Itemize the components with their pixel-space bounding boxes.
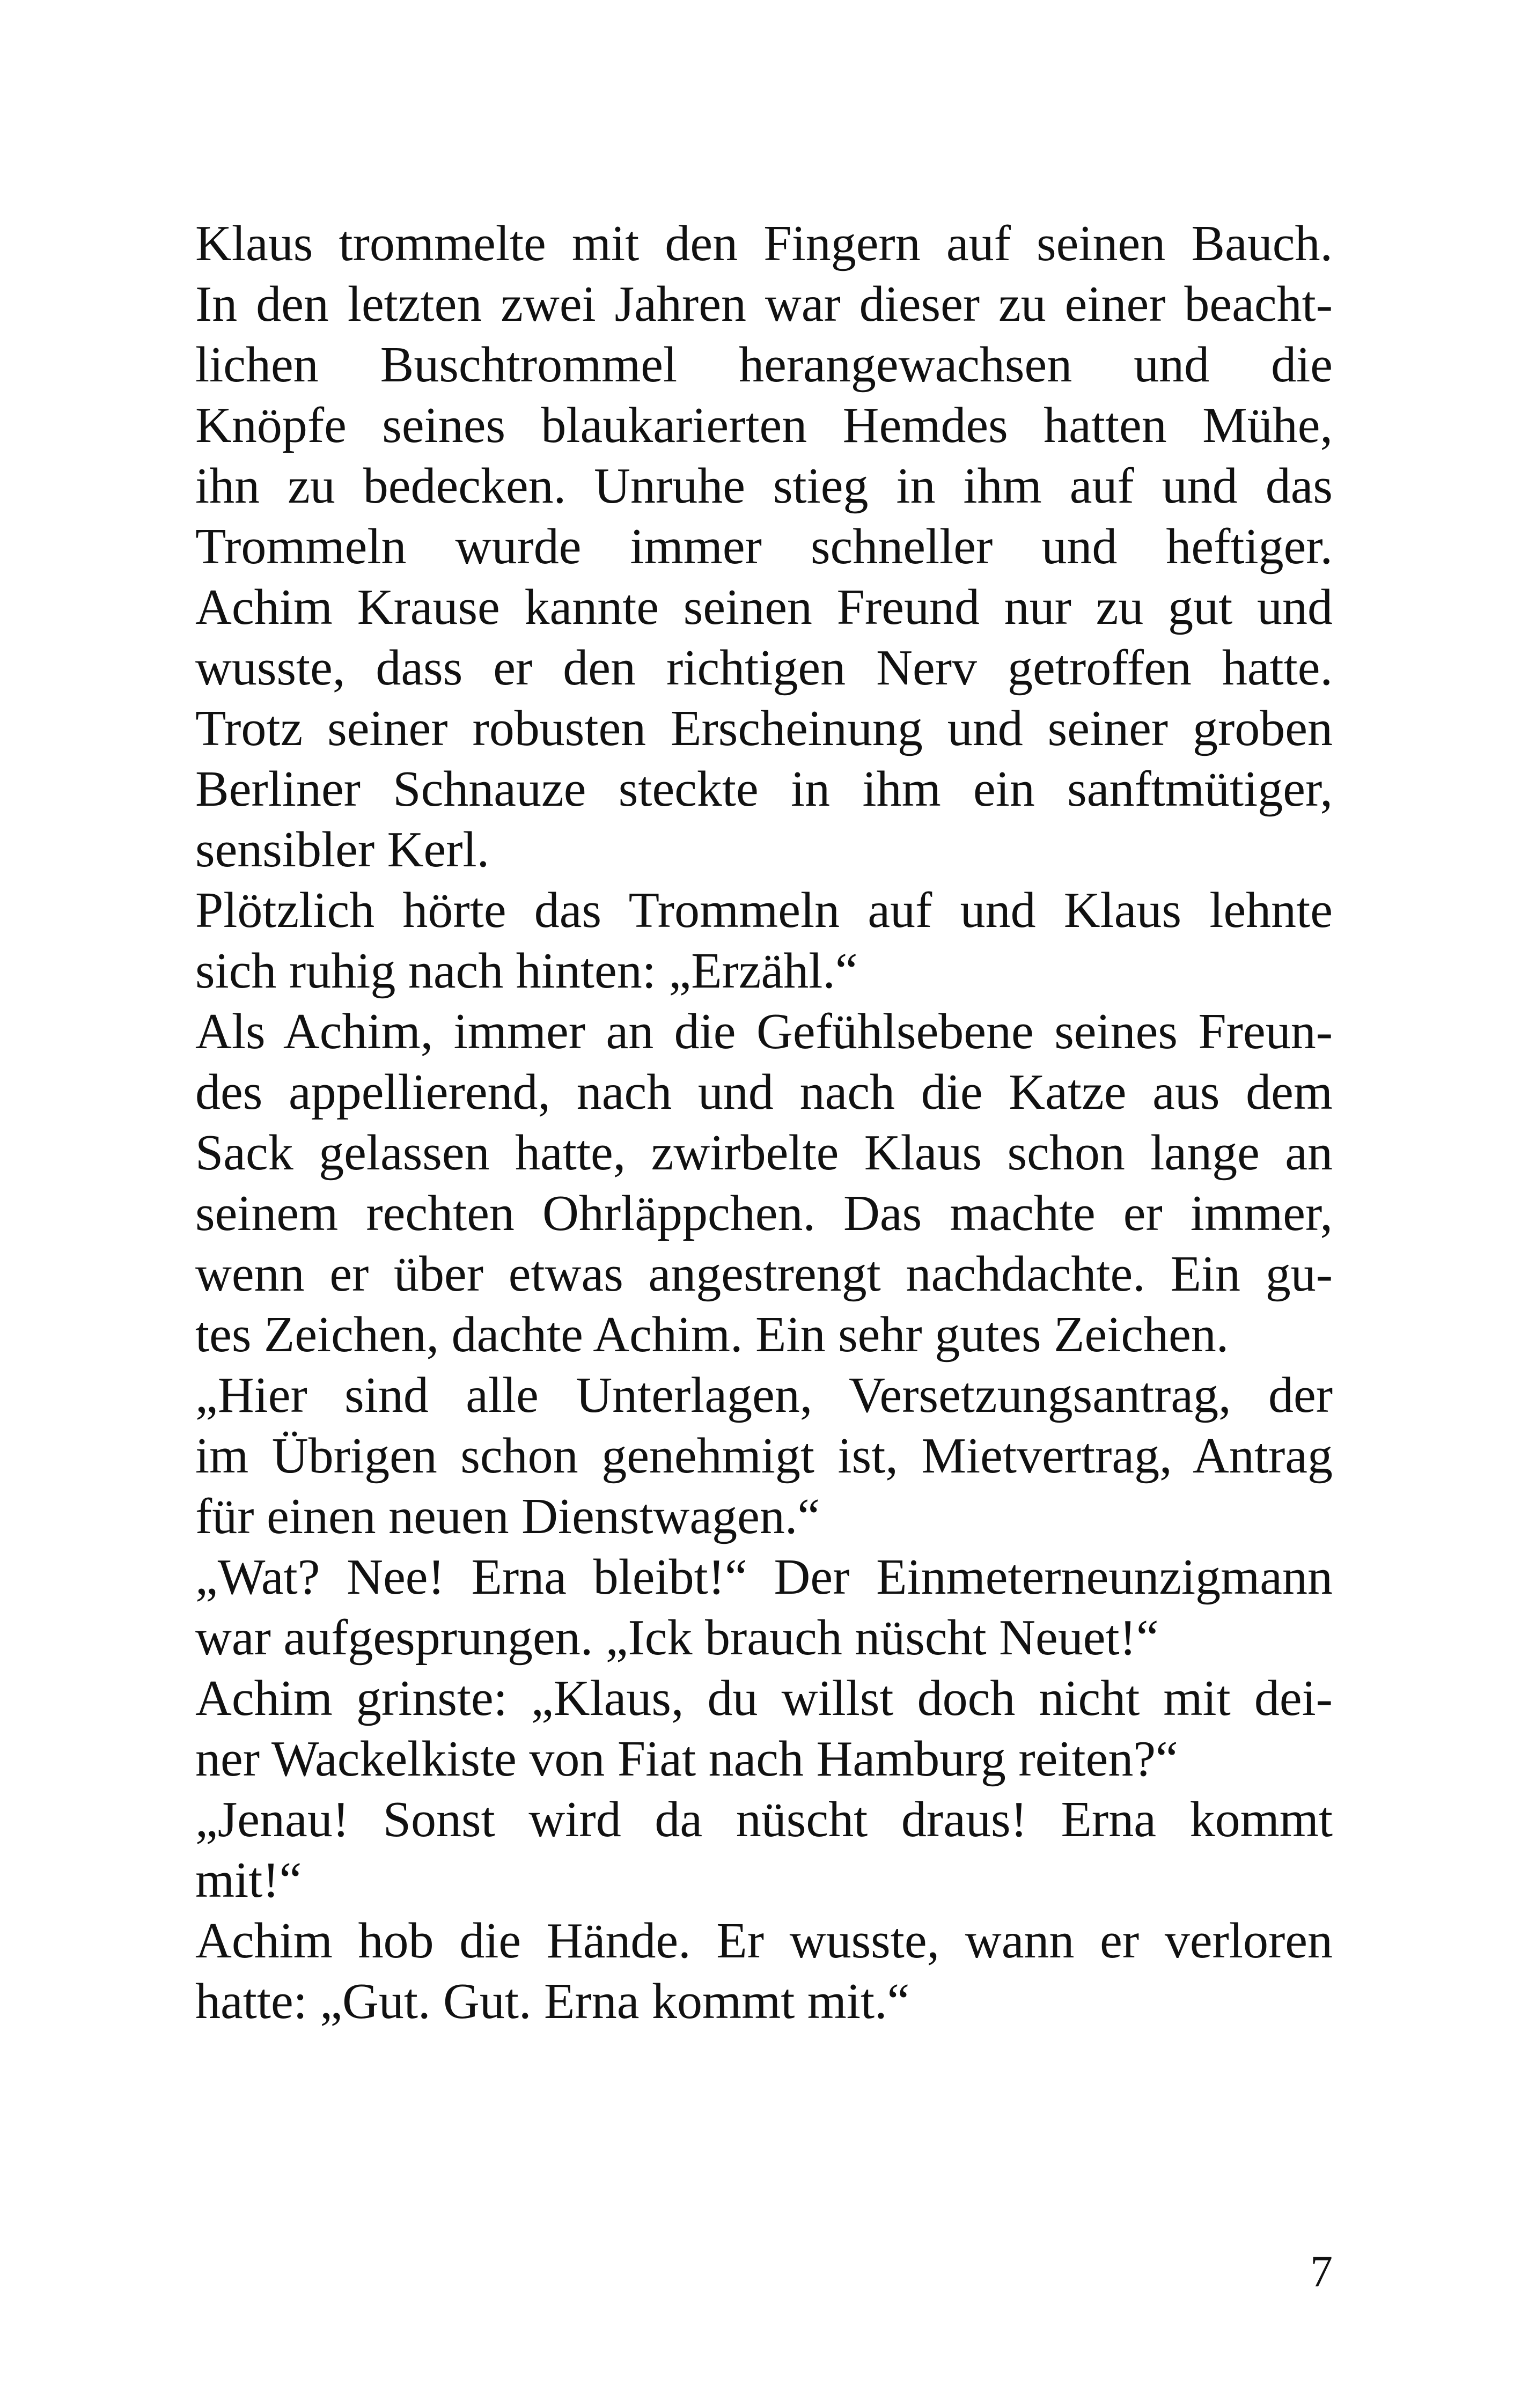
text-line: Berliner Schnauze steckte in ihm ein sanftmütiger,: [195, 761, 1333, 817]
text-line: war aufgesprungen. „Ick brauch nüscht Neuet!“: [195, 1610, 1159, 1666]
text-line: In den letzten zwei Jahren war dieser zu einer beacht-: [195, 276, 1333, 332]
text-line: Knöpfe seines blaukarierten Hemdes hatten Mühe,: [195, 397, 1333, 453]
text-line: „Hier sind alle Unterlagen, Versetzungsantrag, der: [195, 1367, 1333, 1423]
text-line: „Jenau! Sonst wird da nüscht draus! Erna kommt: [195, 1792, 1333, 1847]
page-number: 7: [1310, 2247, 1333, 2296]
text-line: Achim hob die Hände. Er wusste, wann er verloren: [195, 1913, 1333, 1969]
text-line: des appellierend, nach und nach die Katze aus dem: [195, 1064, 1333, 1120]
text-line: Achim grinste: „Klaus, du willst doch nicht mit dei-: [195, 1670, 1333, 1726]
text-line: wusste, dass er den richtigen Nerv getroffen hatte.: [195, 640, 1333, 696]
text-line: im Übrigen schon genehmigt ist, Mietvertrag, Antrag: [195, 1428, 1333, 1484]
text-line: sensibler Kerl.: [195, 822, 490, 878]
text-line: Als Achim, immer an die Gefühlsebene seines Freun-: [195, 1004, 1333, 1059]
text-line: Plötzlich hörte das Trommeln auf und Klaus lehnte: [195, 882, 1333, 938]
text-line: „Wat? Nee! Erna bleibt!“ Der Einmeterneunzigmann: [195, 1549, 1333, 1605]
text-line: tes Zeichen, dachte Achim. Ein sehr gutes Zeichen.: [195, 1307, 1229, 1363]
text-line: lichen Buschtrommel herangewachsen und die: [195, 337, 1333, 393]
text-line: sich ruhig nach hinten: „Erzähl.“: [195, 943, 858, 999]
text-line: Trommeln wurde immer schneller und heftiger.: [195, 519, 1333, 575]
text-line: Trotz seiner robusten Erscheinung und seiner groben: [195, 701, 1333, 756]
text-line: mit!“: [195, 1852, 302, 1908]
text-line: für einen neuen Dienstwagen.“: [195, 1489, 820, 1544]
body-text: [195, 213, 1333, 2032]
text-line: ner Wackelkiste von Fiat nach Hamburg reiten?“: [195, 1731, 1178, 1787]
text-line: Achim Krause kannte seinen Freund nur zu gut und: [195, 579, 1333, 635]
text-line: seinem rechten Ohrläppchen. Das machte er immer,: [195, 1185, 1333, 1241]
text-line: Klaus trommelte mit den Fingern auf seinen Bauch.: [195, 216, 1333, 271]
text-line: wenn er über etwas angestrengt nachdachte. Ein gu-: [195, 1246, 1333, 1302]
text-line: hatte: „Gut. Gut. Erna kommt mit.“: [195, 1973, 910, 2029]
text-line: ihn zu bedecken. Unruhe stieg in ihm auf und das: [195, 458, 1333, 514]
text-line: Sack gelassen hatte, zwirbelte Klaus schon lange an: [195, 1125, 1333, 1181]
